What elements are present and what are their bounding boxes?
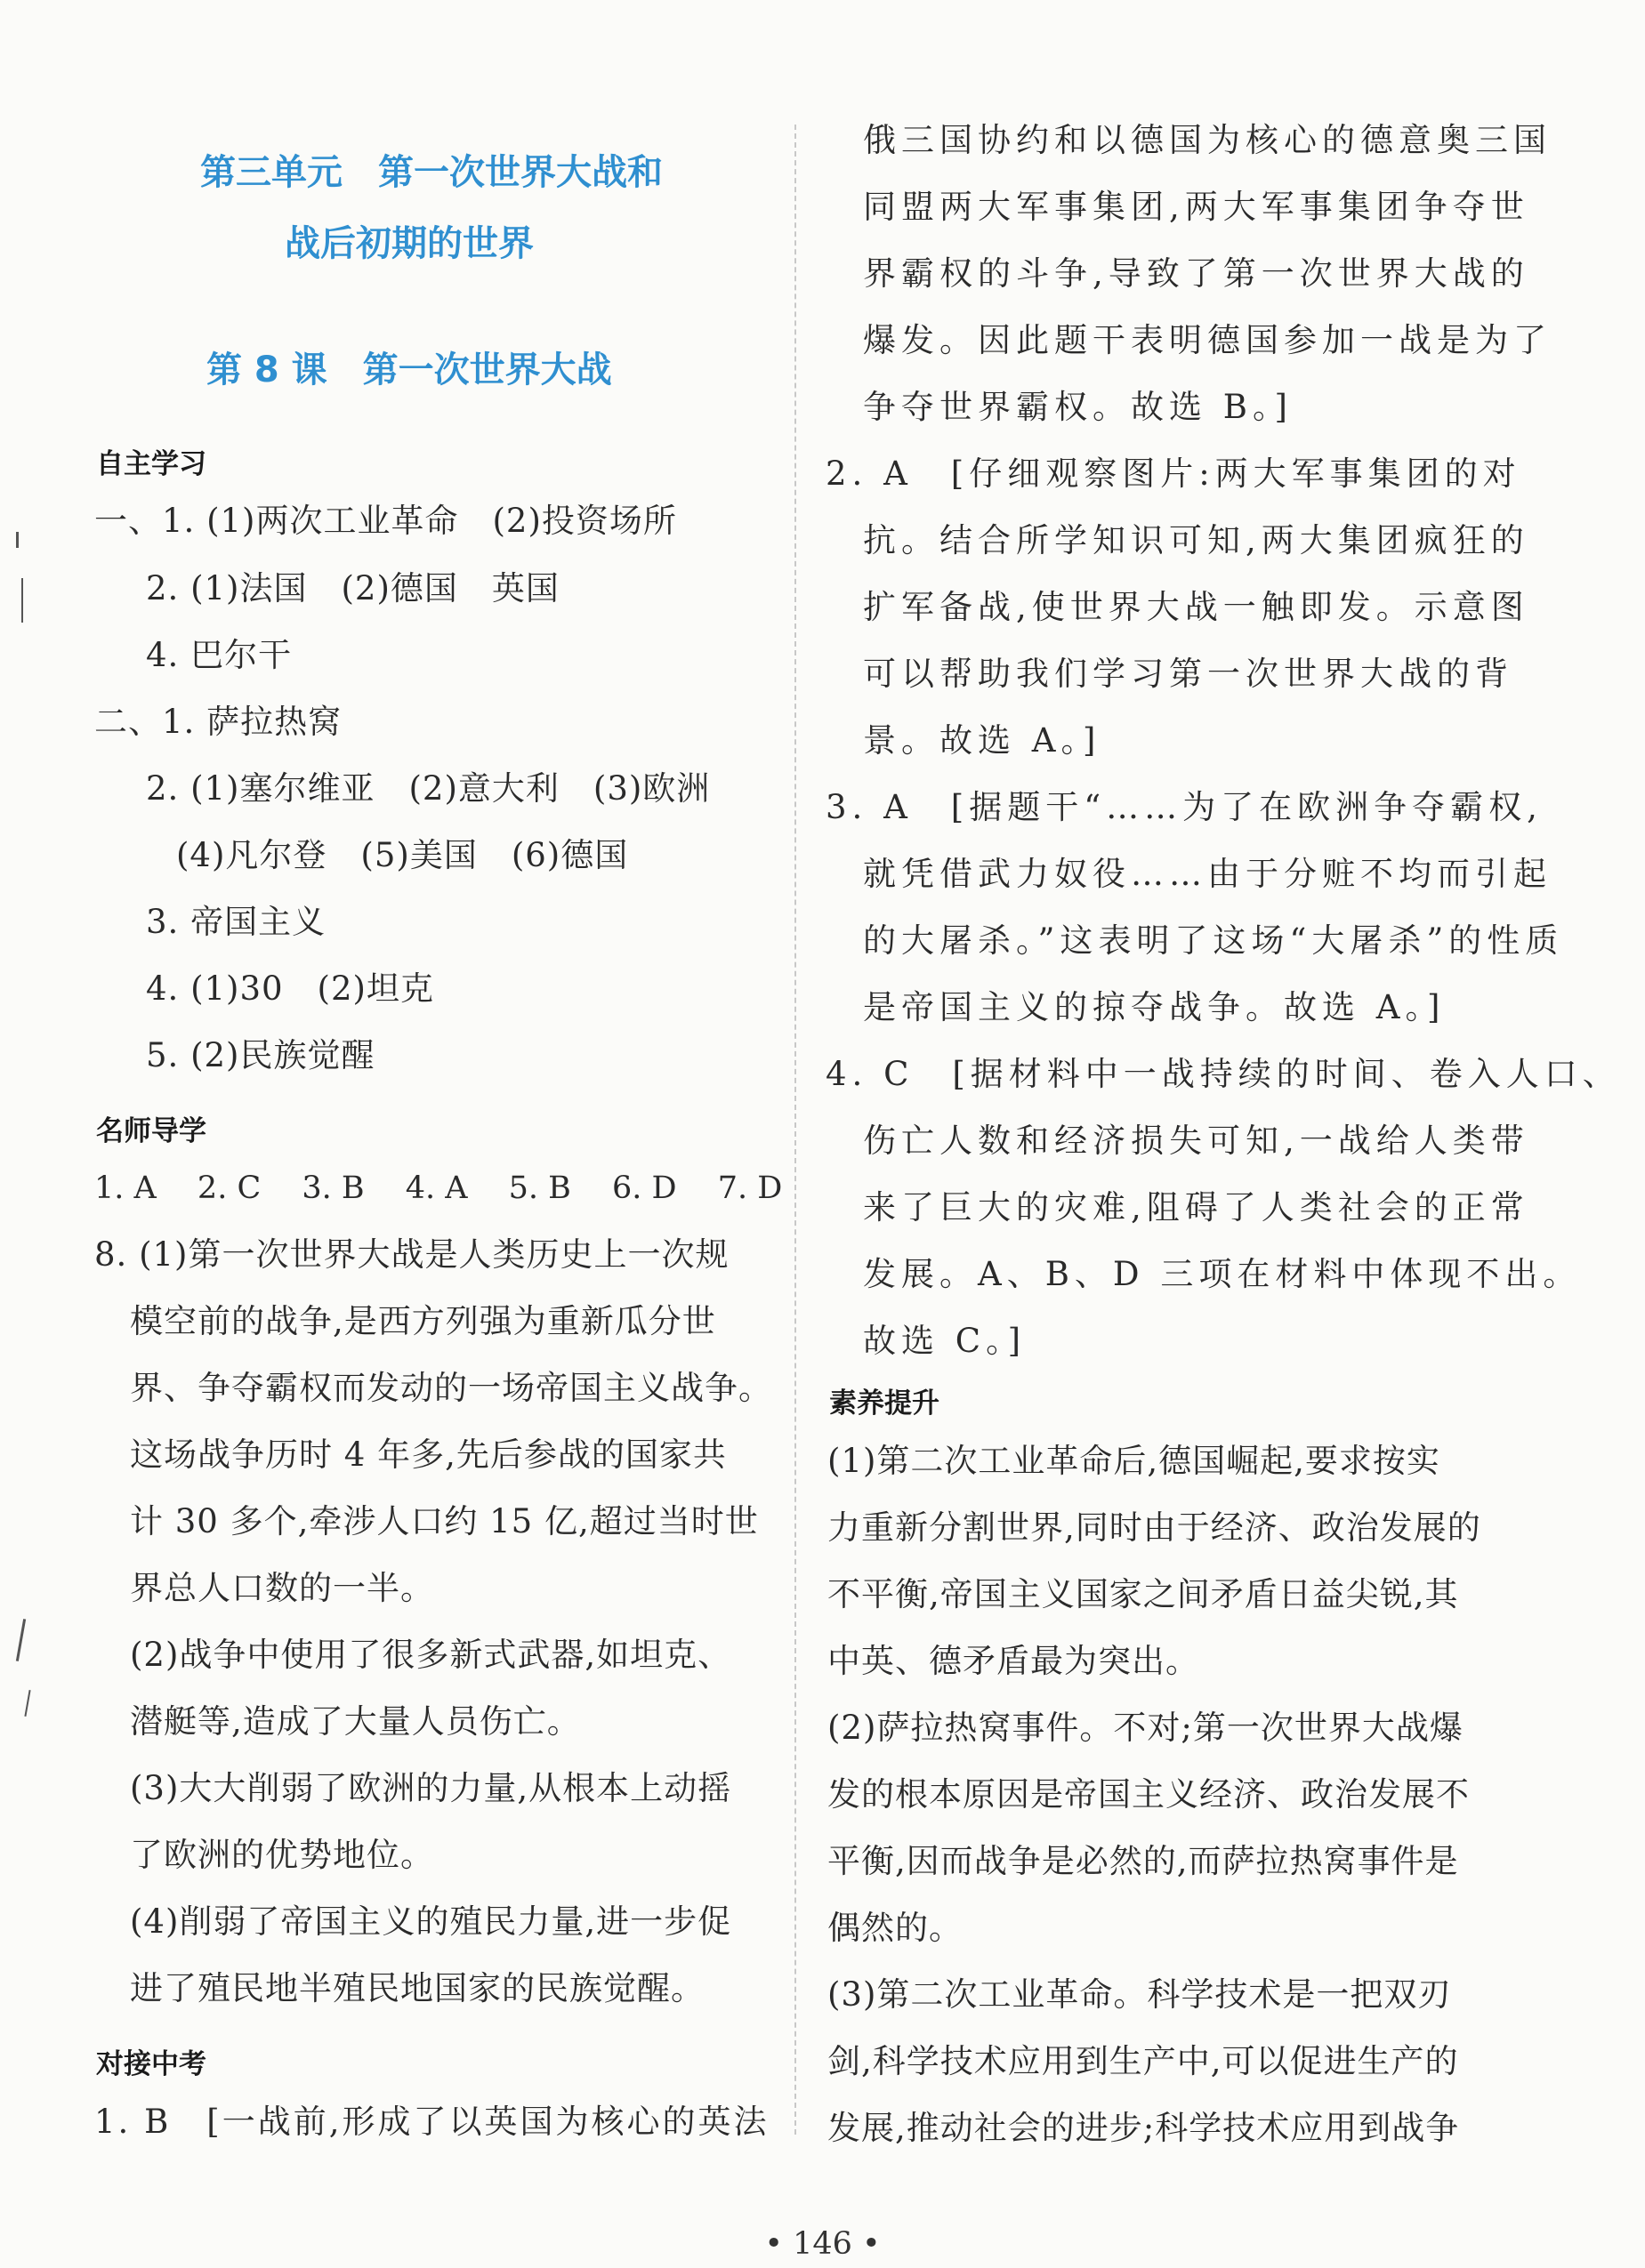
answer-line: 4. 巴尔干 [146, 636, 293, 674]
answer-line: 界总人口数的一半。 [130, 1569, 434, 1607]
answer-line: 景。故选 A。] [863, 721, 1101, 760]
answer-line: 4. C [据材料中一战持续的时间、卷入人口、 [826, 1055, 1621, 1093]
answer-line: 不平衡,帝国主义国家之间矛盾日益尖锐,其 [827, 1575, 1459, 1613]
answer-line: 伤亡人数和经济损失可知,一战给人类带 [863, 1122, 1529, 1160]
answer-line: 俄三国协约和以德国为核心的德意奥三国 [863, 121, 1552, 159]
answer-line: (3)大大削弱了欧洲的力量,从根本上动摇 [130, 1769, 732, 1807]
section-heading: 名师导学 [96, 1115, 206, 1147]
answer-line: 一、1. (1)两次工业革命 (2)投资场所 [94, 502, 677, 540]
answer-line: 模空前的战争,是西方列强为重新瓜分世 [130, 1302, 716, 1340]
answer-line: 这场战争历时 4 年多,先后参战的国家共 [130, 1436, 727, 1474]
answer-line: 偶然的。 [827, 1909, 963, 1947]
answer-line: 8. (1)第一次世界大战是人类历史上一次规 [94, 1235, 730, 1274]
answer-line: 爆发。因此题干表明德国参加一战是为了 [863, 321, 1552, 359]
answer-line: 发的根本原因是帝国主义经济、政治发展不 [827, 1775, 1470, 1814]
answer-line: 力重新分割世界,同时由于经济、政治发展的 [827, 1508, 1481, 1547]
answer-line: 同盟两大军事集团,两大军事集团争夺世 [863, 188, 1529, 226]
answer-line: 潜艇等,造成了大量人员伤亡。 [130, 1702, 581, 1741]
answer-line: (4)凡尔登 (5)美国 (6)德国 [176, 836, 629, 874]
answer-line: 3. A [据题干“……为了在欧洲争夺霸权, [826, 788, 1543, 826]
answer-line: 发展,推动社会的进步;科学技术应用到战争 [827, 2109, 1460, 2147]
answer-line: 了欧洲的优势地位。 [130, 1836, 434, 1874]
answer-line: 发展。A、B、D 三项在材料中体现不出。 [863, 1255, 1582, 1293]
answer-line: (2)萨拉热窝事件。不对;第一次世界大战爆 [827, 1709, 1464, 1747]
answer-line: 2. (1)塞尔维亚 (2)意大利 (3)欧洲 [146, 769, 711, 808]
lesson-title: 第 8 课 第一次世界大战 [206, 350, 612, 390]
answer-line: 扩军备战,使世界大战一触即发。示意图 [863, 588, 1529, 626]
answer-line: 2. (1)法国 (2)德国 英国 [146, 569, 560, 607]
section-heading: 自主学习 [96, 448, 206, 480]
scan-mark [16, 532, 19, 548]
answer-line: 2. A [仔细观察图片:两大军事集团的对 [826, 454, 1521, 493]
answer-line: (3)第二次工业革命。科学技术是一把双刃 [827, 1975, 1452, 2014]
answer-line: 1. B [一战前,形成了以英国为核心的英法 [94, 2103, 770, 2141]
answer-line: 二、1. 萨拉热窝 [94, 703, 343, 741]
answer-line: (1)第二次工业革命后,德国崛起,要求按实 [827, 1442, 1440, 1480]
answer-line: 抗。结合所学知识可知,两大集团疯狂的 [863, 521, 1529, 559]
answer-line: 界霸权的斗争,导致了第一次世界大战的 [863, 254, 1529, 293]
answer-line: 就凭借武力奴役……由于分赃不均而引起 [863, 855, 1552, 893]
answer-line: (4)削弱了帝国主义的殖民力量,进一步促 [130, 1902, 732, 1941]
scan-mark [16, 1619, 26, 1661]
page-number: • 146 • [764, 2226, 881, 2262]
answer-line: 5. (2)民族觉醒 [146, 1036, 375, 1074]
answer-line: 争夺世界霸权。故选 B。] [863, 388, 1293, 426]
section-heading: 对接中考 [96, 2048, 206, 2080]
scan-mark [24, 1690, 30, 1717]
answer-line: 计 30 多个,牵涉人口约 15 亿,超过当时世 [130, 1502, 759, 1540]
answer-line: 平衡,因而战争是必然的,而萨拉热窝事件是 [827, 1842, 1459, 1880]
answer-line: 来了巨大的灾难,阻碍了人类社会的正常 [863, 1188, 1529, 1226]
answer-line: 中英、德矛盾最为突出。 [827, 1642, 1199, 1680]
unit-title-line1: 第三单元 第一次世界大战和 [200, 152, 663, 193]
answer-line: 可以帮助我们学习第一次世界大战的背 [863, 655, 1513, 693]
column-divider [794, 125, 796, 2135]
answer-line: 剑,科学技术应用到生产中,可以促进生产的 [827, 2042, 1459, 2080]
section-heading: 素养提升 [829, 1387, 939, 1420]
answer-line: 3. 帝国主义 [146, 903, 327, 941]
answer-line: 的大屠杀。”这表明了这场“大屠杀”的性质 [863, 921, 1564, 960]
answer-line: 4. (1)30 (2)坦克 [146, 969, 434, 1008]
answer-line: 界、争夺霸权而发动的一场帝国主义战争。 [130, 1369, 772, 1407]
answer-line: (2)战争中使用了很多新式武器,如坦克、 [130, 1636, 732, 1674]
answer-line: 1. A 2. C 3. B 4. A 5. B 6. D 7. D [94, 1170, 783, 1206]
answer-line: 进了殖民地半殖民地国家的民族觉醒。 [130, 1969, 705, 2007]
answer-line: 故选 C。] [863, 1322, 1027, 1360]
scan-mark [21, 578, 23, 623]
answer-line: 是帝国主义的掠夺战争。故选 A。] [863, 988, 1446, 1026]
unit-title-line2: 战后初期的世界 [285, 223, 534, 264]
